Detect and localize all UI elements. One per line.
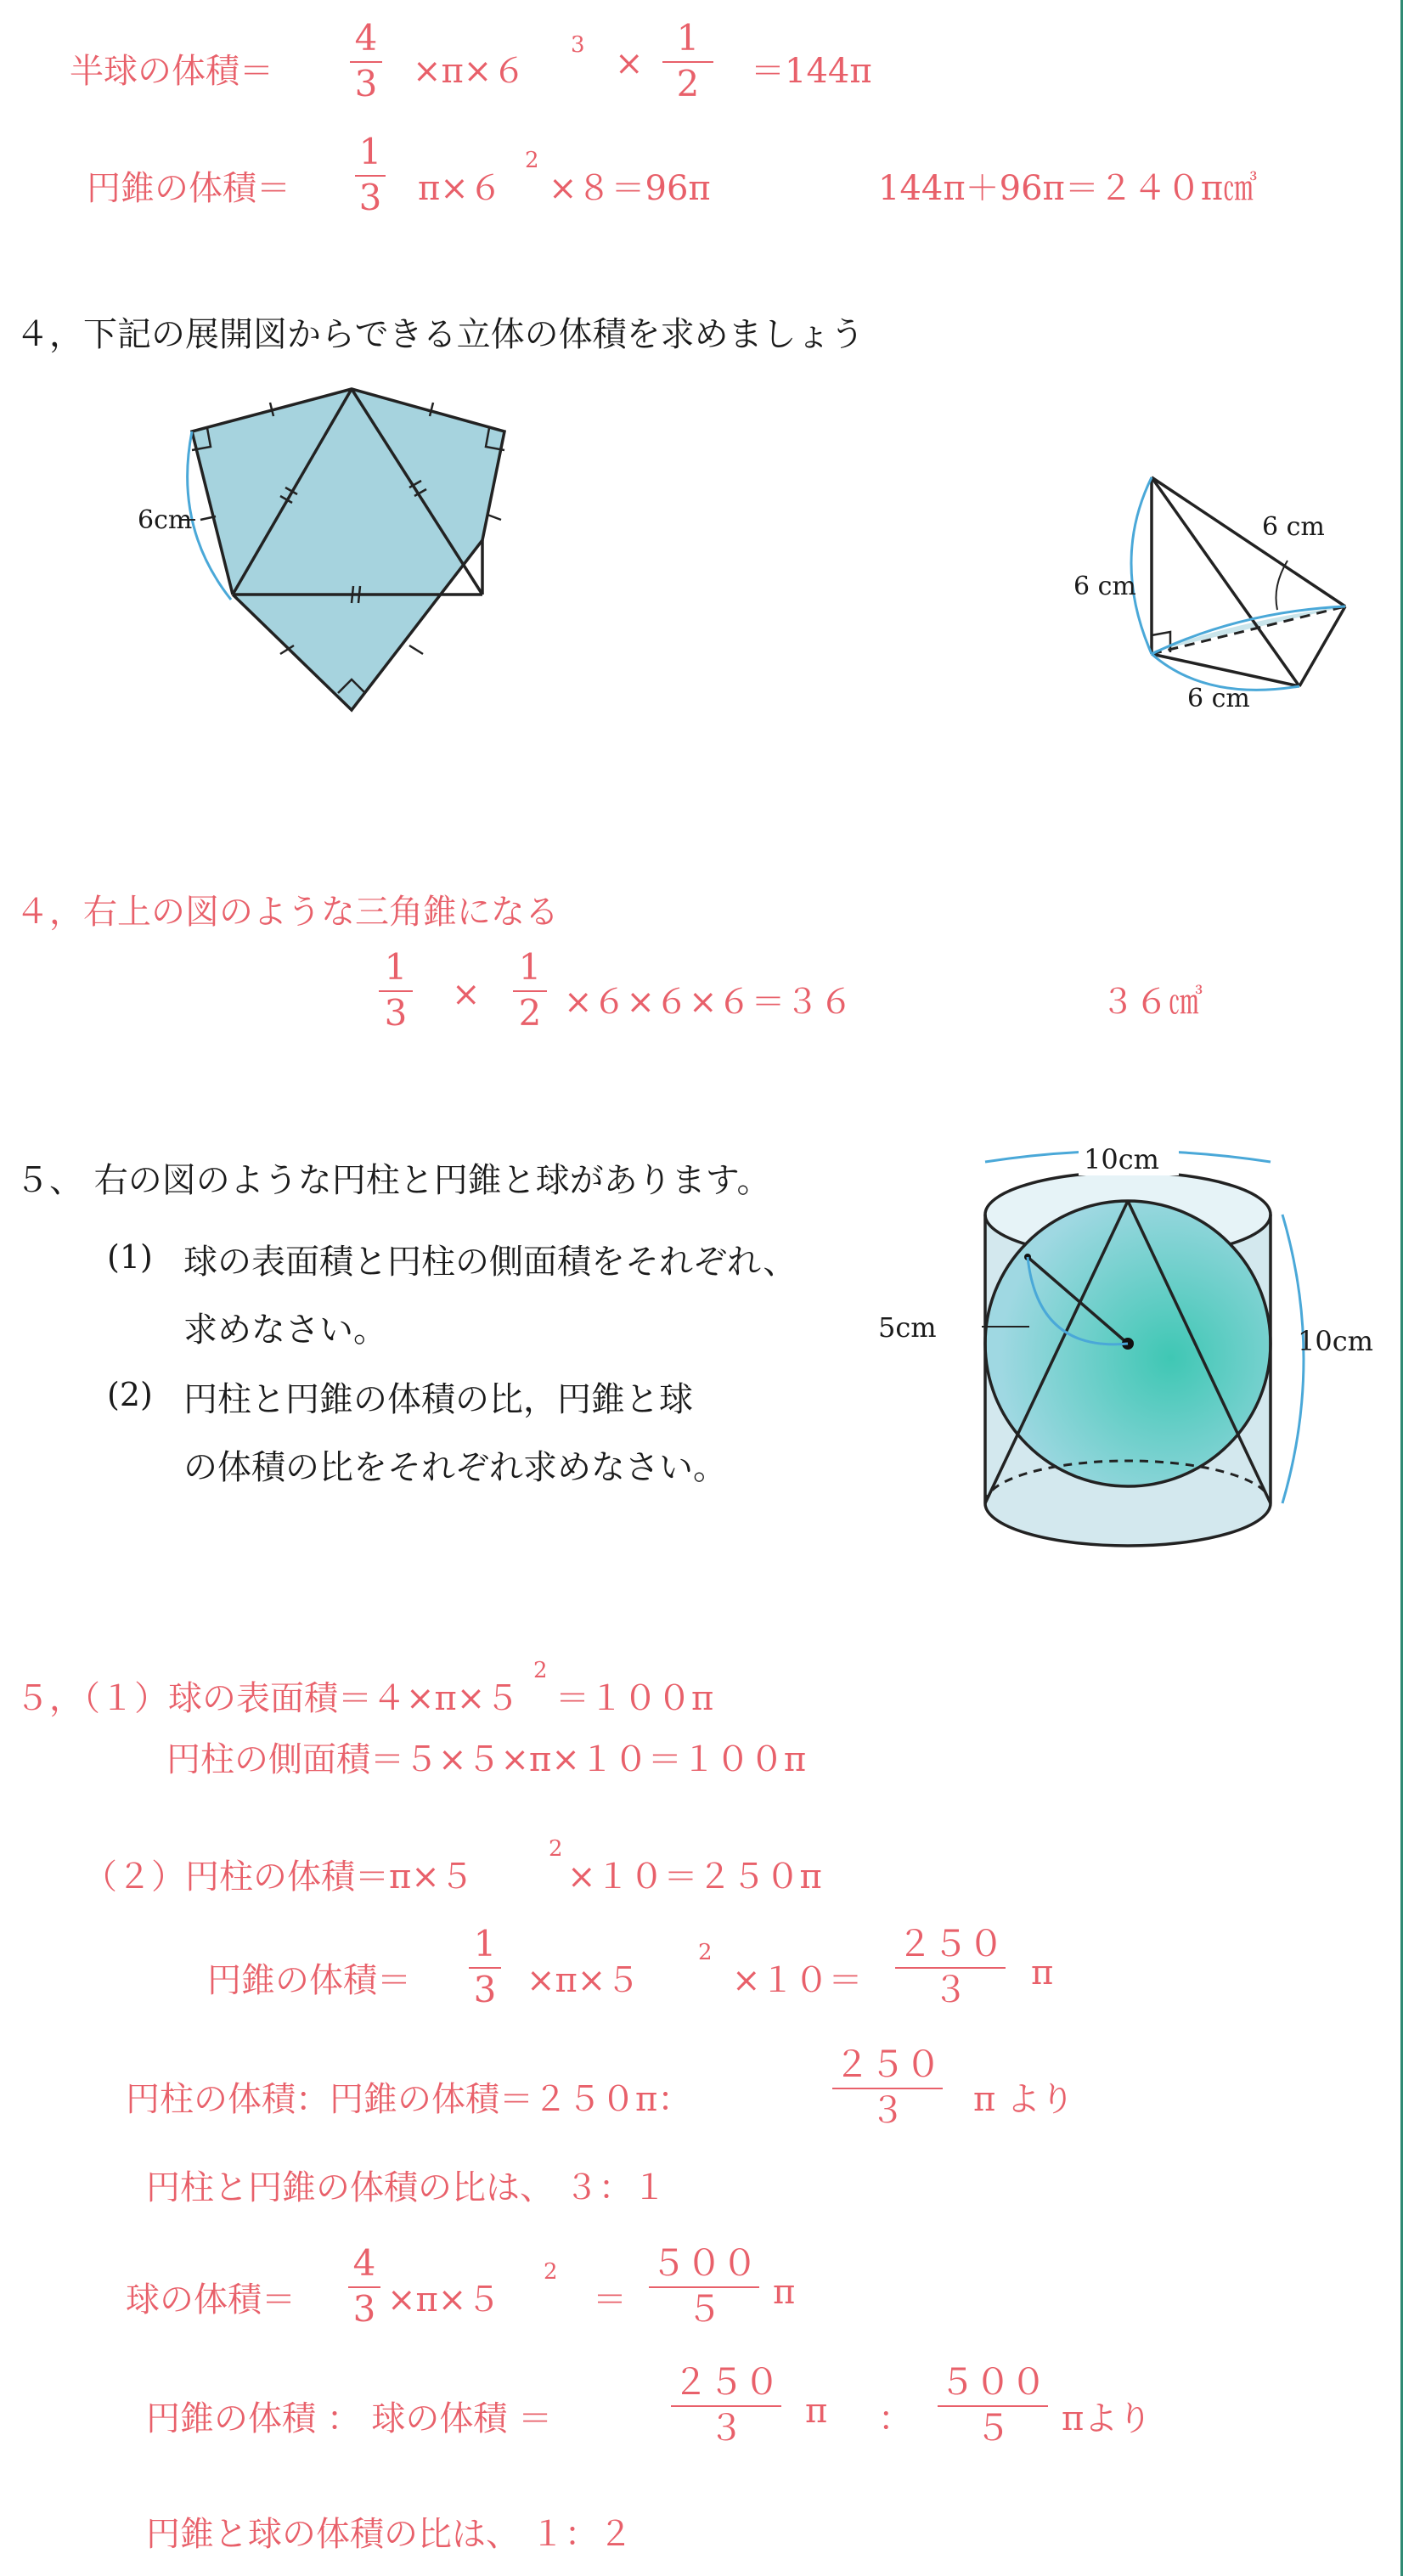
answer-5-line-5-fraction: ２５０ ３	[833, 2043, 941, 2131]
answer-5-line-4-times: ×１０＝	[732, 1961, 863, 2000]
answer-4-fraction-1: 1 3	[379, 950, 413, 1031]
answer-5-line-2: 円柱の側面積＝５×５×π×１０＝１００π	[166, 1740, 807, 1779]
sub-question-1-line-1: 球の表面積と円柱の側面積をそれぞれ、	[183, 1243, 797, 1282]
answer-5-line-4-fraction: 1 3	[469, 1926, 501, 2008]
answer-5-line-8-fraction-1: ２５０ ３	[672, 2361, 780, 2449]
answer-4-final: ３６㎤	[1101, 983, 1203, 1022]
answer-5-line-3-exponent: 2	[549, 1836, 563, 1862]
answer-5-line-4-exponent: 2	[698, 1940, 713, 1965]
answer-5-line-4-result-fraction: ２５０ ３	[896, 1923, 1004, 2010]
question-5-text: ５、 右の図のような円柱と円錐と球があります。	[15, 1161, 771, 1200]
cylinder-top-label: 10cm	[1084, 1143, 1159, 1175]
sphere-radius-label: 5cm	[878, 1311, 937, 1344]
sub-question-1-number: (1)	[107, 1238, 153, 1276]
answer-4-fraction-2: 1 2	[513, 950, 547, 1031]
cylinder-height-label: 10cm	[1298, 1325, 1373, 1357]
answer-5-line-7-equals: ＝	[593, 2280, 627, 2320]
answer-5-line-7-expression: ×π×５	[387, 2280, 501, 2320]
answer-5-line-4-expression: ×π×５	[527, 1961, 640, 2000]
cone-volume-label: 円錐の体積＝	[87, 169, 290, 208]
pyramid-left-label: 6 cm	[1073, 572, 1136, 601]
answer-5-line-1: ５，（１）球の表面積＝４×π×５	[15, 1679, 520, 1718]
answer-5-line-7-label: 球の体積＝	[126, 2280, 296, 2320]
answer-5-line-6: 円柱と円錐の体積の比は、 ３：１	[146, 2168, 667, 2207]
answer-5-line-8-end: πより	[1062, 2399, 1152, 2438]
answer-4-expression: ×６×６×６＝３６	[564, 983, 854, 1022]
cylinder-cone-sphere-figure	[0, 1130, 1403, 1639]
answer-5-line-8-colon: ：	[878, 2399, 912, 2438]
answer-5-line-9: 円錐と球の体積の比は、 １：２	[146, 2515, 633, 2554]
answer-5-line-4-pi: π	[1031, 1953, 1054, 1993]
answer-4-times: ×	[452, 975, 481, 1014]
hemisphere-label: 半球の体積＝	[70, 52, 273, 91]
answer-5-line-5: 円柱の体積：円錐の体積＝２５０π：	[126, 2080, 692, 2119]
answer-5-line-3: （２）円柱の体積＝π×５	[83, 1857, 474, 1897]
net-diagram	[0, 0, 1403, 764]
total-volume: 144π＋96π＝２４０π㎤	[878, 169, 1258, 208]
cone-exponent: 2	[525, 148, 539, 173]
sub-question-2-line-1: 円柱と円錐の体積の比，円錐と球	[183, 1380, 693, 1419]
hemisphere-exponent: 3	[571, 32, 585, 58]
half-fraction: 1 2	[662, 20, 713, 102]
cone-fraction: 1 3	[355, 134, 386, 216]
hemisphere-times: ×	[615, 44, 644, 83]
hemisphere-expression: ×π×６	[413, 52, 527, 91]
sub-question-1-line-2: 求めなさい。	[183, 1311, 387, 1350]
answer-5-line-8-label: 円錐の体積 ： 球の体積 ＝	[146, 2399, 553, 2438]
answer-5-line-7-pi: π	[773, 2273, 796, 2312]
answer-5-line-1-result: ＝１００π	[555, 1679, 714, 1718]
answer-4-title: ４，右上の図のような三角錐になる	[15, 893, 559, 932]
pyramid-right-label: 6 cm	[1262, 512, 1325, 542]
cone-result: ×８＝96π	[549, 169, 711, 208]
answer-5-line-8-fraction-2: ５００ ５	[938, 2361, 1046, 2449]
answer-5-line-7-result-fraction: ５００ ５	[650, 2242, 758, 2330]
sub-question-2-number: (2)	[107, 1376, 153, 1413]
answer-5-line-1-exponent: 2	[533, 1658, 548, 1683]
hemisphere-result: ＝144π	[751, 52, 872, 91]
pyramid-bottom-label: 6 cm	[1187, 684, 1250, 713]
cone-expression: π×６	[418, 169, 503, 208]
answer-5-line-7-fraction: 4 3	[348, 2246, 380, 2327]
answer-5-line-7-exponent: 2	[544, 2259, 558, 2285]
hemisphere-fraction: 4 3	[350, 20, 382, 102]
answer-5-line-4-label: 円錐の体積＝	[207, 1961, 411, 2000]
answer-5-line-8-pi: π	[805, 2392, 828, 2431]
question-4-text: ４，下記の展開図からできる立体の体積を求めましょう	[15, 315, 865, 354]
answer-5-line-3-result: ×１０＝２５０π	[567, 1857, 822, 1897]
sub-question-2-line-2: の体積の比をそれぞれ求めなさい。	[183, 1448, 727, 1487]
net-length-label: 6cm	[138, 505, 193, 535]
answer-5-line-5-end: π より	[973, 2080, 1075, 2119]
